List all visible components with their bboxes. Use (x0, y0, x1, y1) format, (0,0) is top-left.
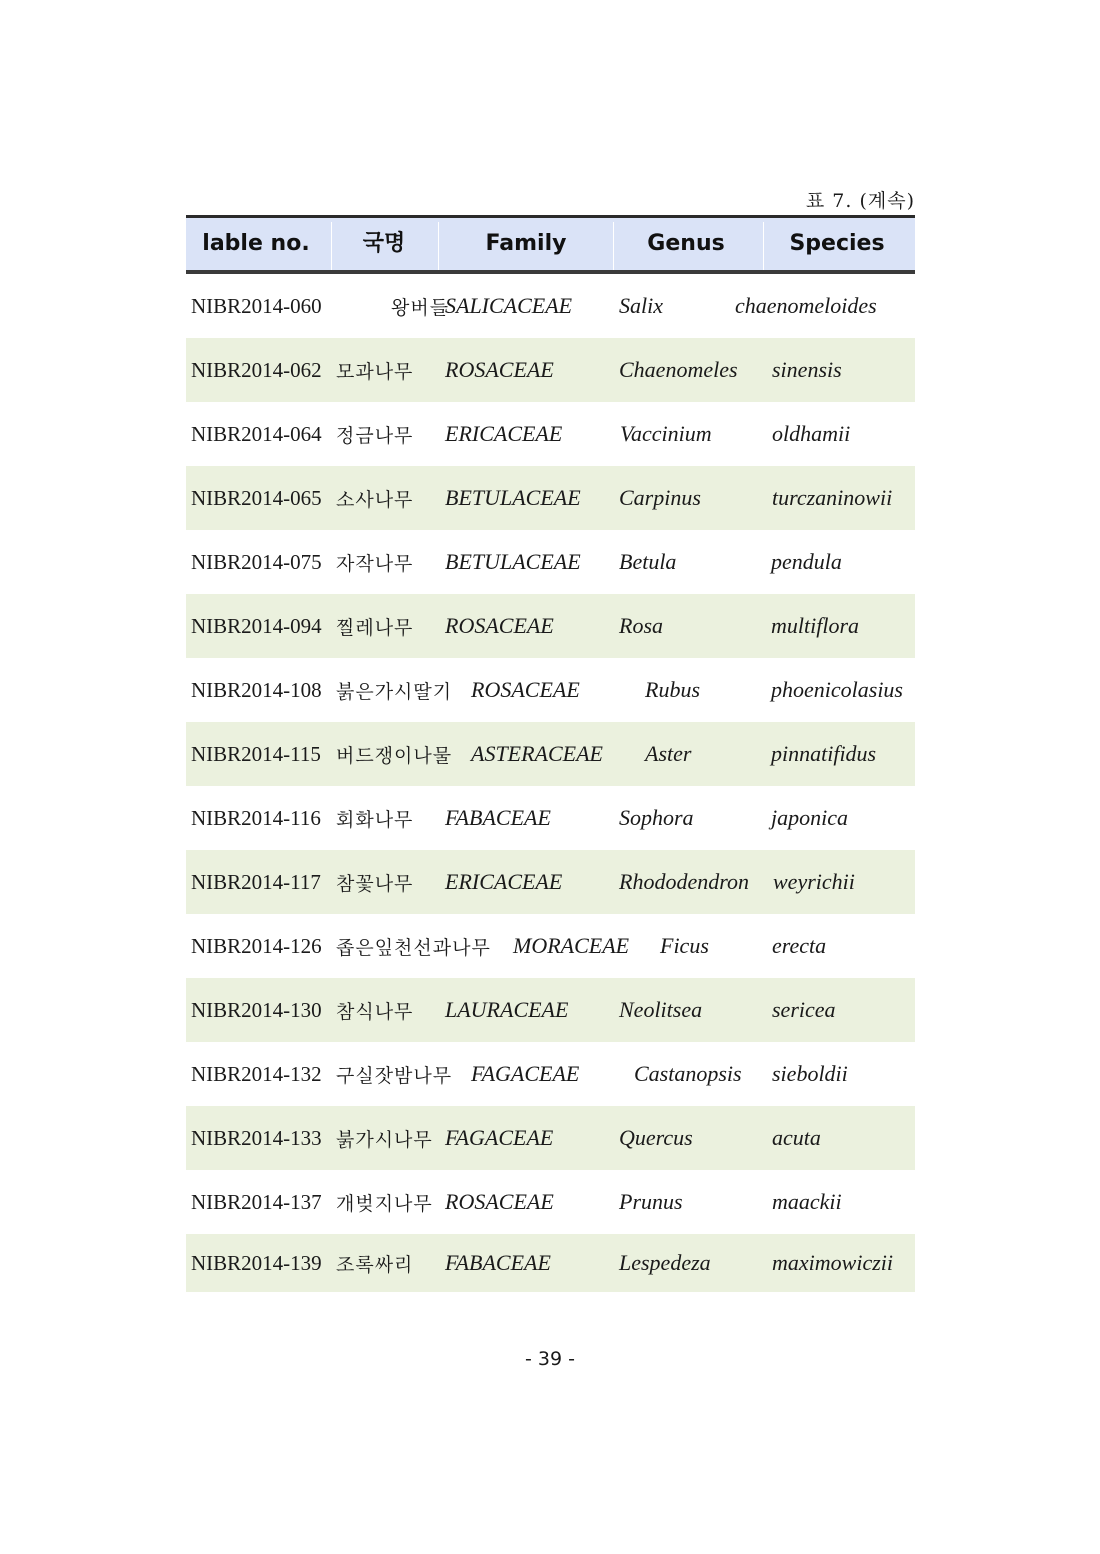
cell-species: turczaninowii (772, 485, 893, 510)
cell-species: sieboldii (772, 1061, 848, 1086)
cell-species: multiflora (771, 613, 860, 638)
cell-korean-name: 구실잣밤나무 (336, 1064, 453, 1087)
table-row (186, 786, 915, 850)
cell-korean-name: 참식나무 (336, 1000, 414, 1023)
table-row (186, 914, 915, 978)
table-row (186, 978, 915, 1042)
cell-korean-name: 붉가시나무 (336, 1128, 433, 1151)
cell-genus: Castanopsis (634, 1061, 742, 1086)
table-row (186, 1170, 915, 1234)
table-row (186, 1106, 915, 1170)
cell-family: LAURACEAE (445, 997, 569, 1022)
cell-genus: Ficus (660, 933, 709, 958)
cell-species: phoenicolasius (771, 677, 903, 702)
cell-korean-name: 모과나무 (336, 360, 414, 383)
cell-label-no: NIBR2014-133 (191, 1125, 322, 1150)
cell-korean-name: 자작나무 (336, 552, 414, 575)
cell-korean-name: 참꽃나무 (336, 872, 414, 895)
cell-label-no: NIBR2014-132 (191, 1061, 322, 1086)
cell-species: sinensis (772, 357, 842, 382)
cell-species: maximowiczii (772, 1250, 893, 1275)
cell-species: acuta (772, 1125, 821, 1150)
cell-korean-name: 왕버들 (391, 296, 450, 319)
cell-species: maackii (772, 1189, 842, 1214)
cell-korean-name: 정금나무 (336, 424, 414, 447)
cell-label-no: NIBR2014-064 (191, 421, 322, 446)
header-genus: Genus (647, 231, 725, 256)
cell-label-no: NIBR2014-130 (191, 997, 322, 1022)
cell-label-no: NIBR2014-126 (191, 933, 322, 958)
cell-species: sericea (772, 997, 836, 1022)
cell-label-no: NIBR2014-139 (191, 1250, 322, 1275)
table-row (186, 594, 915, 658)
table-row (186, 658, 915, 722)
cell-label-no: NIBR2014-062 (191, 357, 322, 382)
cell-species: erecta (772, 933, 827, 958)
table-row (186, 466, 915, 530)
cell-genus: Quercus (619, 1125, 693, 1150)
cell-family: BETULACEAE (445, 549, 581, 574)
cell-label-no: NIBR2014-060 (191, 293, 322, 318)
header-divider (613, 222, 614, 270)
cell-korean-name: 붉은가시딸기 (336, 680, 453, 703)
cell-species: weyrichii (773, 869, 855, 894)
cell-family: ERICACEAE (445, 869, 563, 894)
header-divider (438, 222, 439, 270)
cell-family: MORACEAE (513, 933, 630, 958)
table-row (186, 530, 915, 594)
cell-family: ROSACEAE (445, 1189, 554, 1214)
header-label-no: lable no. (202, 231, 310, 256)
cell-genus: Vaccinium (620, 421, 712, 446)
cell-label-no: NIBR2014-117 (191, 869, 321, 894)
table-row (186, 402, 915, 466)
cell-korean-name: 찔레나무 (336, 616, 414, 639)
cell-label-no: NIBR2014-115 (191, 741, 321, 766)
cell-genus: Salix (619, 293, 663, 318)
cell-species: pendula (771, 549, 842, 574)
page-number: - 39 - (525, 1348, 575, 1370)
cell-korean-name: 개벚지나무 (336, 1192, 433, 1215)
cell-family: SALICACEAE (445, 293, 573, 318)
cell-family: FABACEAE (445, 805, 551, 830)
table-caption: 표 7. (계속) (805, 190, 915, 212)
cell-genus: Chaenomeles (619, 357, 738, 382)
table-header (186, 215, 915, 274)
header-divider (331, 222, 332, 270)
cell-family: FAGACEAE (445, 1125, 554, 1150)
cell-korean-name: 좁은잎천선과나무 (336, 936, 491, 959)
cell-family: ERICACEAE (445, 421, 563, 446)
cell-species: chaenomeloides (735, 293, 877, 318)
header-family: Family (485, 231, 567, 256)
cell-label-no: NIBR2014-094 (191, 613, 322, 638)
cell-genus: Prunus (619, 1189, 683, 1214)
cell-label-no: NIBR2014-108 (191, 677, 322, 702)
table-row (186, 1234, 915, 1292)
cell-label-no: NIBR2014-065 (191, 485, 322, 510)
cell-label-no: NIBR2014-137 (191, 1189, 322, 1214)
cell-genus: Rosa (619, 613, 663, 638)
table-row (186, 274, 915, 338)
cell-species: oldhamii (772, 421, 851, 446)
table-body (186, 274, 915, 1292)
table-row (186, 850, 915, 914)
table-row (186, 722, 915, 786)
header-species: Species (789, 231, 885, 256)
cell-family: ASTERACEAE (471, 741, 603, 766)
table-row (186, 338, 915, 402)
cell-korean-name: 회화나무 (336, 808, 414, 831)
header-divider (763, 222, 764, 270)
cell-korean-name: 조록싸리 (336, 1253, 414, 1276)
cell-species: pinnatifidus (771, 741, 877, 766)
cell-genus: Betula (619, 549, 677, 574)
cell-genus: Rhododendron (619, 869, 749, 894)
cell-family: FAGACEAE (471, 1061, 580, 1086)
cell-genus: Lespedeza (619, 1250, 711, 1275)
cell-genus: Sophora (619, 805, 694, 830)
cell-label-no: NIBR2014-075 (191, 549, 322, 574)
cell-genus: Carpinus (619, 485, 701, 510)
cell-korean-name: 버드쟁이나물 (336, 744, 453, 767)
cell-genus: Aster (645, 741, 692, 766)
cell-label-no: NIBR2014-116 (191, 805, 321, 830)
cell-korean-name: 소사나무 (336, 488, 414, 511)
specimen-table (186, 215, 915, 1292)
cell-species: japonica (771, 805, 848, 830)
cell-family: ROSACEAE (445, 613, 554, 638)
cell-genus: Neolitsea (619, 997, 703, 1022)
header-korean-name: 국명 (362, 231, 406, 256)
cell-family: ROSACEAE (471, 677, 580, 702)
cell-family: ROSACEAE (445, 357, 554, 382)
cell-genus: Rubus (645, 677, 700, 702)
table-row (186, 1042, 915, 1106)
cell-family: FABACEAE (445, 1250, 551, 1275)
cell-family: BETULACEAE (445, 485, 581, 510)
